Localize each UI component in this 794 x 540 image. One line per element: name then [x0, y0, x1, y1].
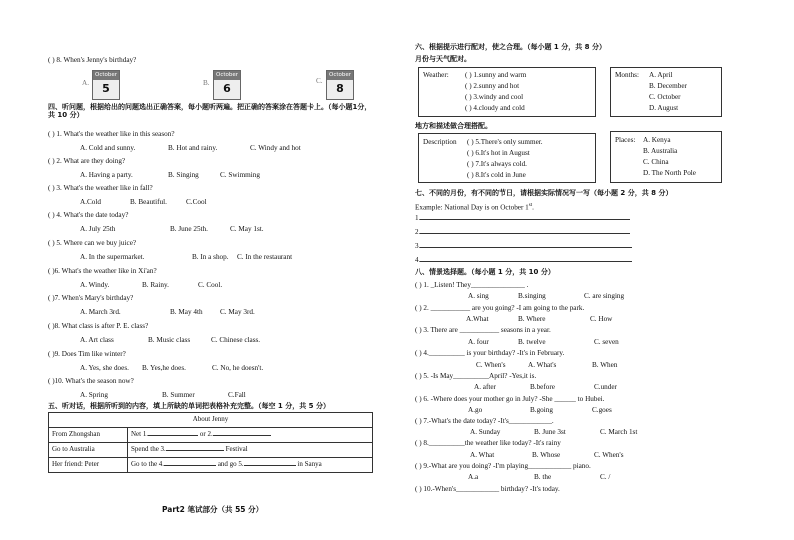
line-number: 4. [415, 256, 421, 264]
option[interactable]: A.go [468, 406, 483, 414]
option[interactable]: A. March 3rd. [80, 308, 121, 316]
option[interactable]: C. May 1st. [230, 225, 264, 233]
question-options [80, 282, 222, 290]
option[interactable]: C. In the restaurant [237, 253, 293, 261]
table-cell: From Zhongshan [49, 428, 128, 443]
option[interactable]: C. Chinese class. [211, 336, 261, 344]
table-cell: Go to Australia [49, 443, 128, 458]
calendar-month: October [328, 72, 351, 78]
question-stem: ( )10. What's the season now? [48, 377, 134, 385]
option[interactable]: A.a [468, 473, 479, 481]
option[interactable]: A. sing [468, 292, 489, 300]
table-row [49, 428, 373, 443]
q8-stem: ( ) 8. When's Jenny's birthday? [48, 56, 137, 64]
writing-line[interactable] [415, 229, 630, 237]
option[interactable]: A. Spring [80, 391, 108, 399]
option[interactable]: B. In a shop. [192, 253, 229, 261]
about-jenny-table [48, 412, 373, 473]
table-text: and go 5. [216, 460, 244, 469]
option[interactable]: A. Windy. [80, 281, 110, 289]
table-title: About Jenny [49, 413, 373, 428]
table-row [49, 443, 373, 458]
question-stem: ( )9. Does Tim like winter? [48, 350, 126, 358]
table-cell [128, 443, 373, 458]
question-options [80, 172, 260, 180]
answer-blank[interactable] [420, 247, 632, 248]
calendar-icon [213, 70, 241, 100]
option[interactable]: B. Singing [168, 171, 199, 179]
section7-title: 七、不同的月份，有不同的节日，请根据实际情况写一写（每小题 2 分，共 8 分） [415, 189, 673, 197]
table-cell [128, 428, 373, 443]
match-item[interactable]: ( ) 2.sunny and hot [465, 82, 520, 90]
answer-blank[interactable] [420, 219, 630, 220]
question-options [468, 474, 610, 482]
question-stem: ( ) 6. -Where does your mother go in July? -She ______ to Hubei. [415, 395, 605, 403]
description-box [418, 133, 596, 183]
option[interactable]: B. Hot and rainy. [168, 144, 218, 152]
table-row [49, 458, 373, 473]
option[interactable]: C. Swimming [220, 171, 260, 179]
option[interactable]: C.under [594, 383, 617, 391]
option[interactable]: B.singing [518, 292, 546, 300]
question-stem: ( ) 9.-What are you doing? -I'm playing____________ piano. [415, 462, 591, 470]
option[interactable]: B.going [530, 406, 553, 414]
option[interactable]: C. How [590, 315, 613, 323]
option[interactable]: B. Beautiful. [130, 198, 167, 206]
option[interactable]: B. When [592, 361, 618, 369]
example-end: . [532, 203, 534, 212]
question-stem: ( ) 2. What are they doing? [48, 157, 126, 165]
question-options [80, 392, 246, 400]
option[interactable]: C. March 1st [600, 428, 638, 436]
option[interactable]: A.What [466, 315, 489, 323]
blank-5[interactable] [244, 465, 296, 466]
option[interactable]: C. May 3rd. [220, 308, 255, 316]
calendar-day: 6 [223, 82, 231, 95]
option[interactable]: C.Fall [228, 391, 246, 399]
example-sup: st [528, 203, 533, 208]
section5-title: 五、听对话，根据所听到的内容，填上所缺的单词把表格补充完整。（每空 1 分，共 5 分） [48, 402, 330, 410]
question-stem: ( ) 2. ___________ are you going? -I am going to the park. [415, 304, 585, 312]
writing-line[interactable] [415, 243, 632, 251]
table-cell: Her friend: Peter [49, 458, 128, 473]
table-text: Go to the 4. [131, 460, 165, 469]
section7-example [415, 203, 534, 212]
q8-option-letter: A. [82, 79, 89, 87]
match-option: D. August [649, 104, 679, 112]
question-options [468, 293, 624, 301]
option[interactable]: A. What [470, 451, 495, 459]
option[interactable]: C. No, he doesn't. [212, 364, 264, 372]
table-cell [128, 458, 373, 473]
blank-3[interactable] [166, 450, 224, 451]
match-option: C. October [649, 93, 681, 101]
match-option: A. April [649, 71, 673, 79]
calendar-icon [326, 70, 354, 100]
question-options [80, 365, 263, 373]
option[interactable]: A. July 25th [80, 225, 116, 233]
question-options [470, 452, 624, 460]
question-options [80, 226, 264, 234]
match-item[interactable]: ( ) 3.windy and cool [465, 93, 524, 101]
question-options [468, 407, 612, 415]
table-text: Spend the 3. [131, 445, 166, 454]
part2-title: Part2 笔试部分（共 55 分） [162, 505, 264, 514]
option[interactable]: B. June 25th. [170, 225, 208, 233]
places-label: Places: [615, 136, 636, 144]
blank-4[interactable] [164, 465, 216, 466]
option[interactable]: B. Music class [148, 336, 191, 344]
table-text: or 2. [198, 430, 213, 439]
match-option: B. Australia [643, 147, 678, 155]
section6-title: 六、根据提示进行配对，使之合理。（每小题 1 分，共 8 分） [415, 43, 606, 51]
option[interactable]: C. When's [594, 451, 624, 459]
option[interactable]: A. Sunday [470, 428, 501, 436]
option[interactable]: C. are singing [584, 292, 625, 300]
q8-option-letter: B. [203, 79, 210, 87]
question-options [476, 362, 617, 370]
option[interactable]: A. Yes, she does. [80, 364, 129, 372]
option[interactable]: A. Cold and sunny. [80, 144, 136, 152]
match-item[interactable]: ( ) 1.sunny and warm [465, 71, 527, 79]
weather-label: Weather: [423, 71, 449, 79]
months-label: Months: [615, 71, 639, 79]
option[interactable]: C.goes [592, 406, 612, 414]
option[interactable]: A. In the supermarket. [80, 253, 145, 261]
answer-blank[interactable] [420, 261, 632, 262]
calendar-month: October [215, 72, 238, 78]
option[interactable]: A. What's [528, 361, 557, 369]
writing-line[interactable] [415, 215, 630, 223]
question-stem: ( )6. What's the weather like in Xi'an? [48, 267, 157, 275]
question-stem: ( ) 4. What's the date today? [48, 211, 129, 219]
calendar-day: 8 [336, 82, 344, 95]
question-stem: ( ) 5. -Is May__________April? -Yes,it is. [415, 372, 537, 380]
question-stem: ( )7. When's Mary's birthday? [48, 294, 134, 302]
question-options [468, 339, 619, 347]
question-stem: ( ) 8.__________the weather like today? -It's rainy [415, 439, 561, 447]
match-item[interactable]: ( ) 4.cloudy and cold [465, 104, 525, 112]
match-item[interactable]: ( ) 7.It's always cold. [467, 160, 527, 168]
section4-title: 四、听问题，根据给出的问题选出正确答案，每小题听两遍。把正确的答案涂在答题卡上。（每小题1分，共 10 分） [48, 103, 372, 119]
blank-1[interactable] [148, 435, 198, 436]
match-item[interactable]: ( ) 5.There's only summer. [467, 138, 543, 146]
weather-box [418, 67, 596, 117]
option[interactable]: B. the [534, 473, 552, 481]
question-options [80, 309, 255, 317]
question-options [466, 316, 612, 324]
calendar-day: 5 [102, 82, 110, 95]
option[interactable]: A. after [474, 383, 496, 391]
option[interactable]: B. Rainy. [142, 281, 169, 289]
option[interactable]: B.before [530, 383, 555, 391]
option[interactable]: C. seven [594, 338, 619, 346]
question-stem: ( ) 3. There are ___________ seasons in a year. [415, 326, 551, 334]
option[interactable]: B. Summer [162, 391, 195, 399]
option[interactable]: B. Yes,he does. [142, 364, 186, 372]
places-box [610, 131, 722, 183]
months-box [610, 67, 722, 117]
question-stem: ( ) 3. What's the weather like in fall? [48, 184, 153, 192]
match-item[interactable]: ( ) 6.It's hot in August [467, 149, 530, 157]
example-text: Example: National Day is on October 1 [415, 203, 529, 212]
option[interactable]: C. Cool. [198, 281, 223, 289]
question-options [80, 199, 207, 207]
blank-2[interactable] [213, 435, 271, 436]
option[interactable]: B. June 3st [534, 428, 566, 436]
question-stem: ( ) 4.__________ is your birthday? -It's in February. [415, 349, 565, 357]
option[interactable]: C.Cool [186, 198, 207, 206]
table-text: Festival [223, 445, 248, 454]
question-stem: ( ) 1. What's the weather like in this season? [48, 130, 175, 138]
match-item[interactable]: ( ) 8.It's cold in June [467, 171, 526, 179]
question-options [470, 429, 637, 437]
question-options [474, 384, 617, 392]
question-options [80, 337, 260, 345]
section8-title: 八、情景选择题。（每小题 1 分，共 10 分） [415, 268, 555, 276]
match-option: D. The North Pole [643, 169, 696, 177]
table-text: Net 1. [131, 430, 149, 439]
option[interactable]: B. twelve [518, 338, 546, 346]
match-option: B. December [649, 82, 687, 90]
section6-subtitle2: 地方和描述做合理搭配。 [415, 122, 492, 130]
option[interactable]: B. Where [518, 315, 546, 323]
question-options [80, 254, 292, 262]
option[interactable]: A. Having a party. [80, 171, 133, 179]
question-stem: ( ) 1. _Listen! They_______________ . [415, 281, 529, 289]
question-stem: ( ) 7.-What's the date today? -It's____________. [415, 417, 554, 425]
question-stem: ( ) 5. Where can we buy juice? [48, 239, 137, 247]
match-option: C. China [643, 158, 669, 166]
option[interactable]: C. / [600, 473, 611, 481]
section6-subtitle: 月份与天气配对。 [415, 55, 471, 63]
line-number: 2. [415, 228, 421, 236]
description-label: Description [423, 138, 457, 146]
table-text: in Sanya [295, 460, 322, 469]
question-options [80, 145, 301, 153]
q8-option-letter: C. [316, 77, 323, 85]
option[interactable]: A. four [468, 338, 489, 346]
option[interactable]: A.Cold [80, 198, 101, 206]
match-option: A. Kenya [643, 136, 671, 144]
line-number: 3. [415, 242, 421, 250]
question-stem: ( )8. What class is after P. E. class? [48, 322, 149, 330]
writing-line[interactable] [415, 257, 632, 265]
calendar-month: October [94, 72, 117, 78]
option[interactable]: C. Windy and hot [250, 144, 301, 152]
answer-blank[interactable] [420, 233, 630, 234]
calendar-icon [92, 70, 120, 100]
option[interactable]: C. When's [476, 361, 506, 369]
line-number: 1. [415, 214, 421, 222]
option[interactable]: B. May 4th [170, 308, 203, 316]
question-stem: ( ) 10.-When's____________ birthday? -It's today. [415, 485, 560, 493]
option[interactable]: A. Art class [80, 336, 114, 344]
option[interactable]: B. Whose [532, 451, 561, 459]
